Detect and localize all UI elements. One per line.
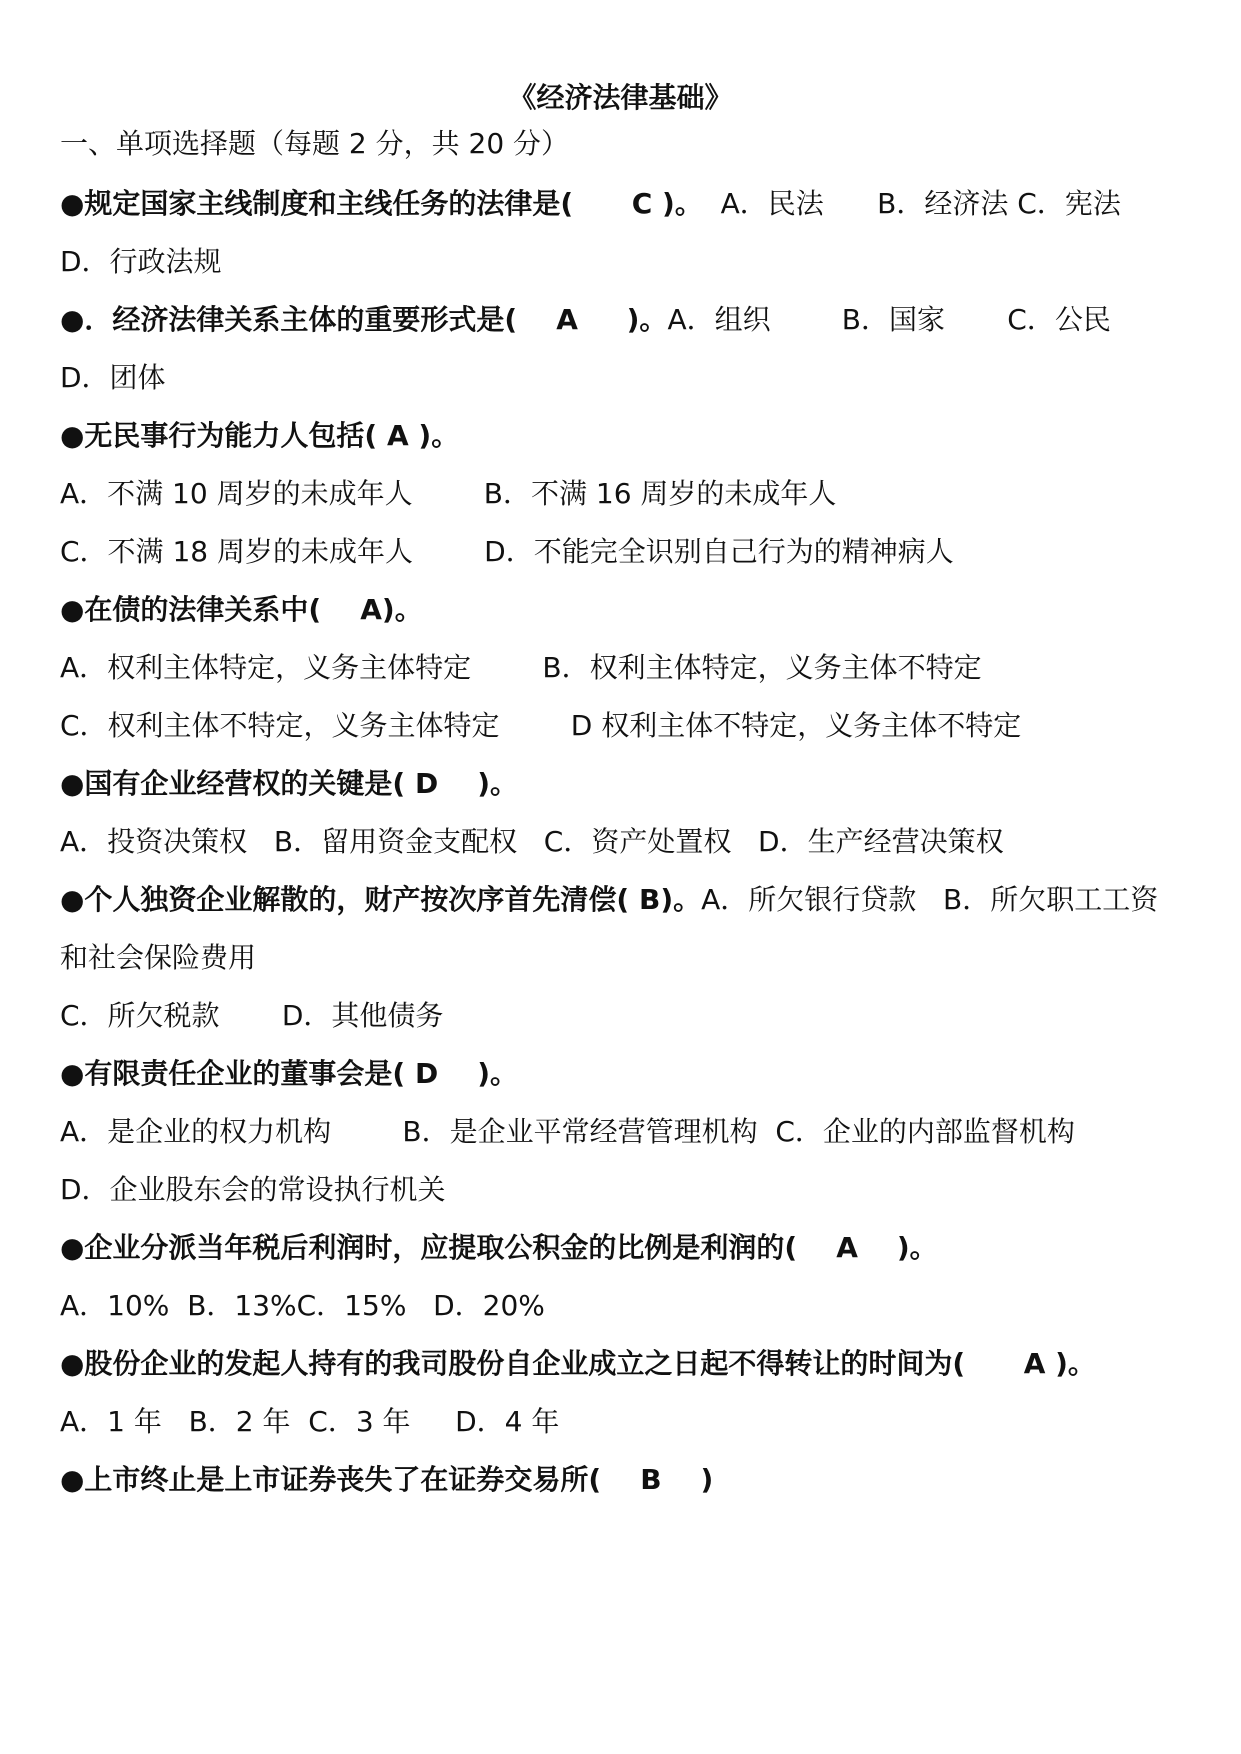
question-3-options-1: A．不满 10 周岁的未成年人 B．不满 16 周岁的未成年人 [60,477,837,510]
question-9-options: A．1 年 B．2 年 C．3 年 D．4 年 [60,1405,560,1438]
question-9-stem: ●股份企业的发起人持有的我司股份自企业成立之日起不得转让的时间为( A )。 [60,1347,1096,1380]
question-2-options-cont: D．团体 [60,361,166,394]
question-6-options: A．所欠银行贷款 B．所欠职工工资 [701,883,1159,916]
question-6 [60,880,1158,920]
question-5-options: A．投资决策权 B．留用资金支配权 C．资产处置权 D．生产经营决策权 [60,825,1004,858]
question-4-stem: ●在债的法律关系中( A)。 [60,593,423,626]
question-8-options: A．10% B．13%C．15% D．20% [60,1289,545,1322]
question-2-options: A．组织 B．国家 C．公民 [667,303,1111,336]
question-1 [60,184,1121,224]
question-1-options-cont: D．行政法规 [60,245,222,278]
question-4-options-1: A．权利主体特定，义务主体特定 B．权利主体特定，义务主体不特定 [60,651,982,684]
question-2-stem: ●．经济法律关系主体的重要形式是( A )。 [60,303,668,336]
question-6-options-2: C．所欠税款 D．其他债务 [60,999,444,1032]
question-2 [60,300,1111,340]
question-1-options: A．民法 B．经济法 C．宪法 [702,187,1121,220]
question-1-stem: ●规定国家主线制度和主线任务的法律是( C )。 [60,187,703,220]
document-title: 《经济法律基础》 [508,81,733,114]
question-6-stem: ●个人独资企业解散的，财产按次序首先清偿( B)。 [60,883,702,916]
question-4-options-2: C．权利主体不特定，义务主体特定 D 权利主体不特定，义务主体不特定 [60,709,1022,742]
question-6-options-cont: 和社会保险费用 [60,941,257,974]
question-7-options-1: A．是企业的权力机构 B．是企业平常经营管理机构 C．企业的内部监督机构 [60,1115,1075,1148]
question-3-options-2: C．不满 18 周岁的未成年人 D．不能完全识别自己行为的精神病人 [60,535,954,568]
question-8-stem: ●企业分派当年税后利润时，应提取公积金的比例是利润的( A )。 [60,1231,938,1264]
question-5-stem: ●国有企业经营权的关键是( D )。 [60,767,519,800]
question-7-stem: ●有限责任企业的董事会是( D )。 [60,1057,519,1090]
question-7-options-2: D．企业股东会的常设执行机关 [60,1173,446,1206]
question-3-stem: ●无民事行为能力人包括( A )。 [60,419,460,452]
question-10-stem: ●上市终止是上市证券丧失了在证券交易所( B ) [60,1463,714,1496]
section-heading: 一、单项选择题（每题 2 分，共 20 分） [60,127,570,160]
